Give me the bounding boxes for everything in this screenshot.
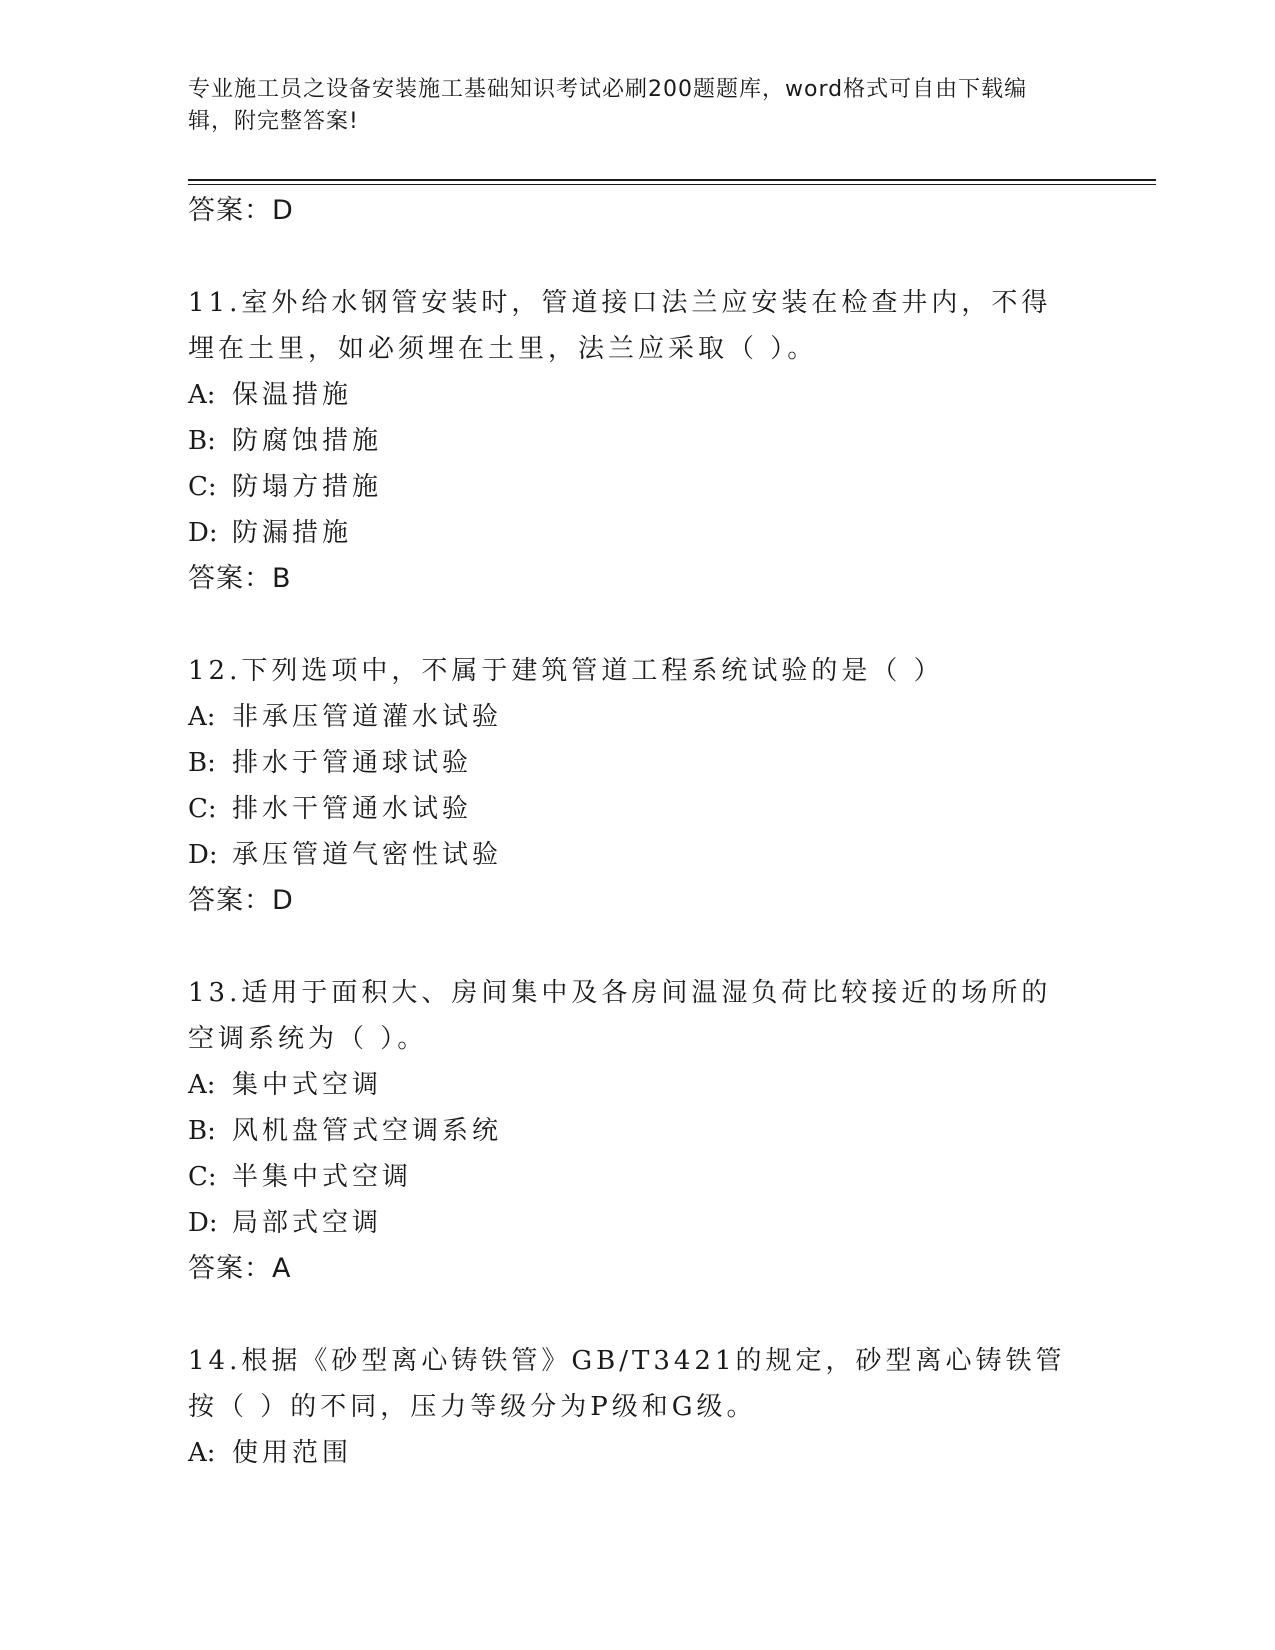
- question-text: 14.根据《砂型离心铸铁管》GB/T3421的规定，砂型离心铸铁管按（ ）的不同，压力等级分为P级和G级。: [188, 1346, 1066, 1422]
- option-text: 防塌方措施: [232, 472, 383, 502]
- option-c: [188, 1154, 1088, 1200]
- option-key: B:: [188, 748, 216, 778]
- option-key: D:: [188, 1208, 218, 1238]
- option-text: 风机盘管式空调系统: [232, 1116, 503, 1146]
- answer-label: 答案：: [188, 563, 272, 594]
- option-c: [188, 464, 1088, 510]
- question-block: [188, 970, 1088, 1292]
- option-a: [188, 1062, 1088, 1108]
- option-key: C:: [188, 794, 217, 824]
- answer-line: [188, 1246, 1088, 1292]
- option-key: A:: [188, 702, 216, 732]
- answer-value: A: [272, 1253, 292, 1284]
- question-block: [188, 280, 1088, 602]
- question-text: 11.室外给水钢管安装时，管道接口法兰应安装在检查井内，不得埋在土里，如必须埋在土里，法兰应采取（ ）。: [188, 288, 1052, 364]
- answer-line: [188, 878, 1088, 924]
- option-key: B:: [188, 426, 216, 456]
- option-key: C:: [188, 1162, 217, 1192]
- option-b: [188, 740, 1088, 786]
- question-text: 13.适用于面积大、房间集中及各房间温湿负荷比较接近的场所的空调系统为（ ）。: [188, 978, 1052, 1054]
- answer-line: [188, 556, 1088, 602]
- option-key: A:: [188, 380, 216, 410]
- option-a: [188, 694, 1088, 740]
- question-text: 12.下列选项中，不属于建筑管道工程系统试验的是（ ）: [188, 656, 944, 686]
- question-block: [188, 1338, 1088, 1476]
- answer-value: B: [272, 563, 292, 594]
- question-list: [188, 188, 1088, 1476]
- option-key: D:: [188, 840, 218, 870]
- answer-value: D: [272, 885, 294, 916]
- option-key: A:: [188, 1438, 216, 1468]
- option-key: B:: [188, 1116, 216, 1146]
- option-key: D:: [188, 518, 218, 548]
- option-text: 半集中式空调: [232, 1162, 413, 1192]
- option-text: 保温措施: [232, 380, 353, 410]
- answer-label: 答案：: [188, 885, 272, 916]
- answer-value: D: [272, 195, 294, 226]
- header-divider-thin: [188, 184, 1156, 185]
- option-b: [188, 1108, 1088, 1154]
- answer-label: 答案：: [188, 195, 272, 226]
- option-text: 防腐蚀措施: [232, 426, 383, 456]
- option-d: [188, 1200, 1088, 1246]
- option-text: 排水于管通球试验: [232, 748, 473, 778]
- header-divider: [188, 179, 1156, 181]
- option-text: 承压管道气密性试验: [232, 840, 503, 870]
- question-block: [188, 648, 1088, 924]
- option-a: [188, 372, 1088, 418]
- document-header: 专业施工员之设备安装施工基础知识考试必刷200题题库，word格式可自由下载编辑，附完整答案!: [188, 77, 1028, 134]
- previous-answer: [188, 188, 1088, 234]
- option-a: [188, 1430, 1088, 1476]
- option-text: 使用范围: [232, 1438, 353, 1468]
- answer-label: 答案：: [188, 1253, 272, 1284]
- option-b: [188, 418, 1088, 464]
- option-text: 集中式空调: [232, 1070, 383, 1100]
- option-d: [188, 510, 1088, 556]
- option-key: A:: [188, 1070, 216, 1100]
- option-text: 局部式空调: [232, 1208, 383, 1238]
- option-c: [188, 786, 1088, 832]
- option-d: [188, 832, 1088, 878]
- option-text: 非承压管道灌水试验: [232, 702, 503, 732]
- option-text: 排水干管通水试验: [232, 794, 473, 824]
- option-text: 防漏措施: [232, 518, 353, 548]
- option-key: C:: [188, 472, 217, 502]
